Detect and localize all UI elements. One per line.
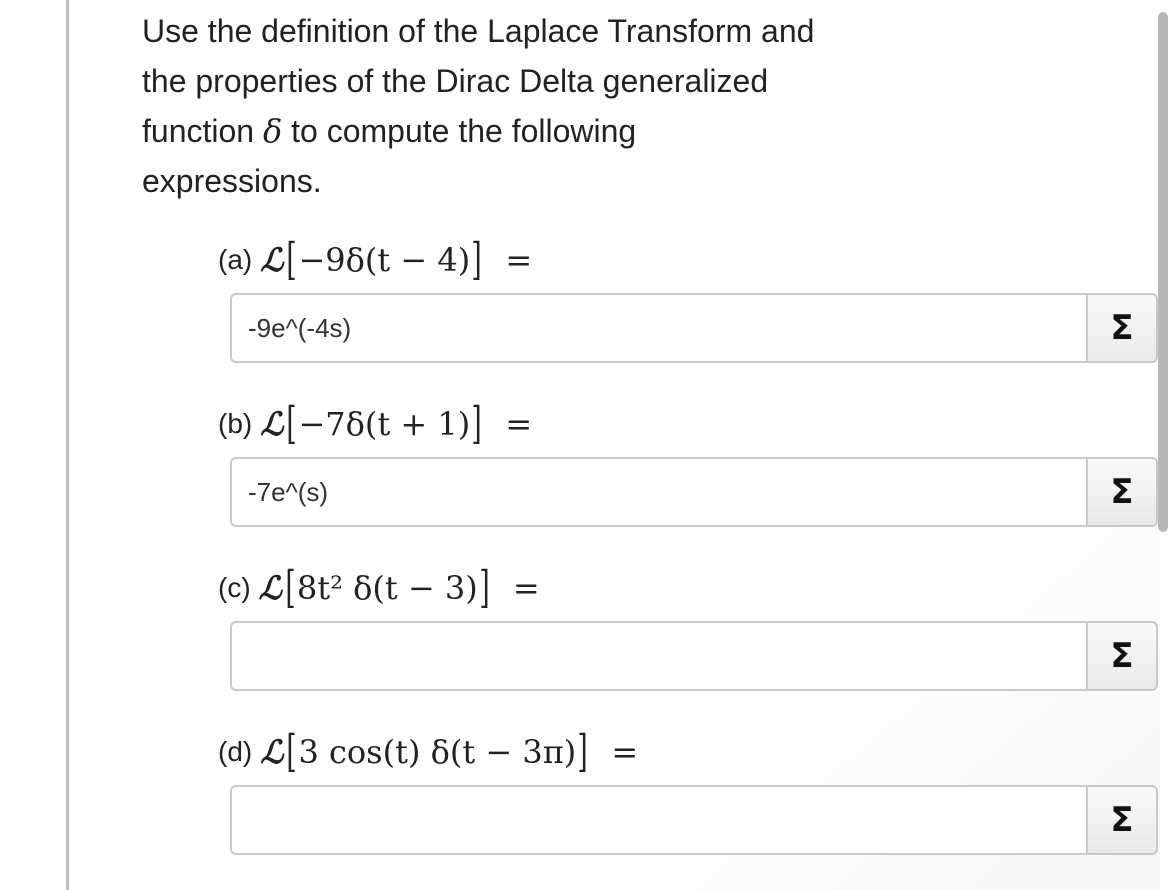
laplace-argument: 8t² δ(t − 3) bbox=[296, 569, 478, 607]
part-c-answer-input[interactable] bbox=[230, 621, 1086, 691]
laplace-operator: ℒ bbox=[260, 241, 284, 279]
equals-sign: = bbox=[505, 241, 533, 279]
laplace-expression bbox=[260, 726, 639, 777]
equals-sign: = bbox=[505, 405, 533, 443]
part-b-equation-editor-button[interactable]: Σ bbox=[1086, 457, 1158, 527]
part-letter: (a) bbox=[218, 244, 253, 275]
laplace-argument: 3 cos(t) δ(t − 3π) bbox=[298, 733, 577, 771]
part-letter: (d) bbox=[218, 736, 253, 767]
instructions-line-2: the properties of the Dirac Delta generalized bbox=[142, 63, 769, 99]
delta-symbol: δ bbox=[262, 112, 283, 150]
left-bracket: [ bbox=[286, 726, 298, 777]
scrollbar[interactable] bbox=[1158, 12, 1168, 532]
left-border-divider bbox=[66, 0, 69, 890]
laplace-operator: ℒ bbox=[260, 733, 284, 771]
left-bracket: [ bbox=[286, 234, 298, 285]
part-d-equation-editor-button[interactable]: Σ bbox=[1086, 785, 1158, 855]
part-letter: (b) bbox=[218, 408, 253, 439]
equals-sign: = bbox=[512, 569, 540, 607]
laplace-argument: −9δ(t − 4) bbox=[298, 241, 471, 279]
laplace-argument: −7δ(t + 1) bbox=[298, 405, 471, 443]
instructions-line-3-post: to compute the following bbox=[282, 113, 637, 149]
part-b-answer-input[interactable]: -7e^(s) bbox=[230, 457, 1086, 527]
part-letter: (c) bbox=[218, 572, 251, 603]
part-b-label bbox=[218, 398, 533, 449]
laplace-expression bbox=[260, 398, 533, 449]
part-d-label bbox=[218, 726, 639, 777]
part-d-answer-input[interactable] bbox=[230, 785, 1086, 855]
right-bracket: ] bbox=[471, 234, 482, 285]
laplace-expression bbox=[258, 562, 540, 613]
instructions-line-4: expressions. bbox=[142, 163, 322, 199]
question-instructions bbox=[142, 6, 902, 206]
part-a-answer-input[interactable]: -9e^(-4s) bbox=[230, 293, 1086, 363]
laplace-expression bbox=[260, 234, 533, 285]
right-bracket: ] bbox=[577, 726, 588, 777]
part-c-equation-editor-button[interactable]: Σ bbox=[1086, 621, 1158, 691]
instructions-line-3-pre: function bbox=[142, 113, 263, 149]
right-bracket: ] bbox=[479, 562, 490, 613]
instructions-line-3 bbox=[142, 106, 902, 156]
part-c-label bbox=[218, 562, 540, 613]
instructions-line-1: Use the definition of the Laplace Transform and bbox=[142, 13, 815, 49]
left-bracket: [ bbox=[286, 398, 298, 449]
equals-sign: = bbox=[611, 733, 639, 771]
left-bracket: [ bbox=[285, 562, 296, 613]
part-a-label bbox=[218, 234, 533, 285]
laplace-operator: ℒ bbox=[260, 405, 284, 443]
right-bracket: ] bbox=[471, 398, 482, 449]
part-a-equation-editor-button[interactable]: Σ bbox=[1086, 293, 1158, 363]
laplace-operator: ℒ bbox=[258, 569, 282, 607]
